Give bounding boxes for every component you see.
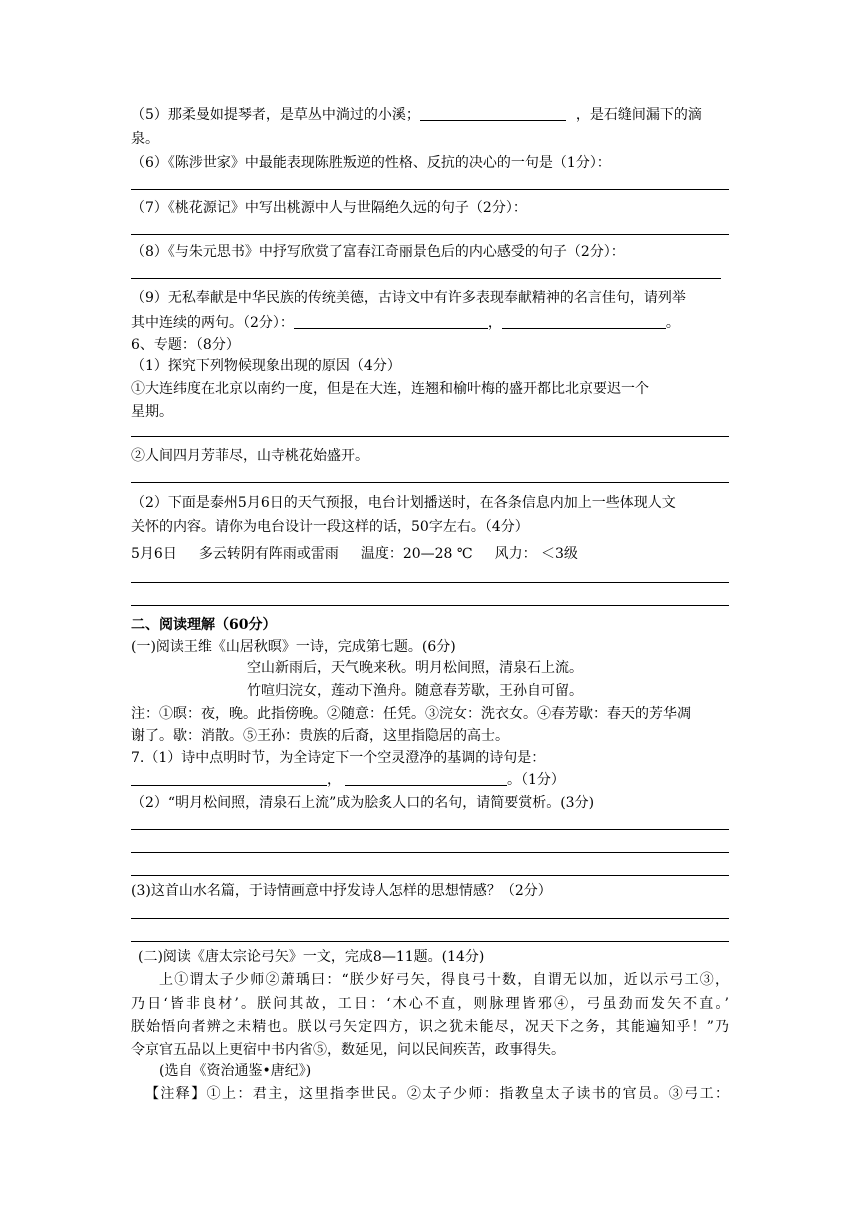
topic-sub-2-line1: （2）下面是泰州5月6日的天气预报，电台计划播送时，在各条信息内加上一些体现人文 (131, 495, 676, 511)
answer-line[interactable] (131, 918, 729, 919)
question-9-text: 其中连续的两句。（2分）： (131, 315, 294, 331)
answer-line[interactable] (131, 278, 721, 279)
question-9-line2 (131, 314, 680, 332)
answer-line[interactable] (131, 234, 729, 235)
weather-forecast (131, 545, 578, 563)
answer-line[interactable] (131, 852, 729, 853)
passage-source: (选自《资治通鉴•唐纪》) (159, 1063, 312, 1079)
poem-note-line2: 谢了。歇：消散。⑤王孙：贵族的后裔，这里指隐居的高士。 (131, 728, 509, 744)
topic-item-1-line2: 星期。 (131, 404, 173, 420)
part-2-intro: (二)阅读《唐太宗论弓矢》一文，完成8—11题。(14分) (138, 949, 485, 965)
question-7-1: 7.（1）诗中点明时节，为全诗定下一个空灵澄净的基调的诗句是： (131, 750, 546, 766)
answer-blank[interactable] (294, 314, 488, 329)
answer-line[interactable] (131, 582, 729, 583)
answer-line[interactable] (131, 941, 729, 942)
answer-line[interactable] (131, 829, 729, 830)
question-8: （8）《与朱元思书》中抒写欣赏了富春江奇丽景色后的内心感受的句子（2分）： (131, 244, 625, 260)
weather-condition: 多云转阴有阵雨或雷雨 (198, 546, 339, 562)
question-5 (131, 106, 702, 124)
answer-blank[interactable] (502, 314, 666, 329)
question-7-2: （2）“明月松间照，清泉石上流”成为脍炙人口的名句，请简要赏析。(3分) (131, 795, 595, 811)
topic-item-1-line1: ①大连纬度在北京以南约一度，但是在大连，连翘和榆叶梅的盛开都比北京要迟一个 (131, 381, 649, 397)
answer-blank[interactable] (345, 771, 507, 786)
weather-wind: 风力： ＜3级 (494, 546, 578, 562)
answer-line[interactable] (131, 436, 729, 437)
question-7: （7）《桃花源记》中写出桃源中人与世隔绝久远的句子（2分）： (131, 200, 527, 216)
question-7-3: (3)这首山水名篇，于诗情画意中抒发诗人怎样的思想情感？（2分） (131, 883, 552, 899)
passage-line-3: 朕始悟向者辨之未精也。朕以弓矢定四方，识之犹未能尽，况天下之务，其能遍知乎！”乃 (131, 1019, 729, 1035)
answer-line[interactable] (131, 875, 729, 876)
passage-line-4: 令京官五品以上更宿中书内省⑤，数延见，问以民间疾苦，政事得失。 (131, 1042, 565, 1058)
topic-sub-2-line2: 关怀的内容。请你为电台设计一段这样的话，50字左右。（4分） (131, 519, 529, 535)
question-7-1-blanks (131, 771, 565, 789)
answer-line[interactable] (131, 605, 729, 606)
question-5-continued: 泉。 (131, 131, 159, 147)
poem-line-1: 空山新雨后，天气晚来秋。明月松间照，清泉石上流。 (247, 660, 583, 676)
answer-line[interactable] (131, 482, 729, 483)
part-1-intro: (一)阅读王维《山居秋暝》一诗，完成第七题。(6分) (131, 639, 456, 655)
period-text: 。 (665, 315, 680, 331)
question-9-line1: （9）无私奉献是中华民族的传统美德，古诗文中有许多表现奉献精神的名言佳句，请列举 (131, 290, 686, 306)
question-5-text-b: ，是石缝间漏下的滴 (575, 107, 702, 123)
comma-text: ， (327, 772, 341, 788)
comma-text: ， (487, 315, 502, 331)
passage-line-2: 乃日‘皆非良材’。朕问其故，工日：‘木心不直，则脉理皆邪④，弓虽劲而发矢不直。’ (131, 996, 729, 1012)
poem-note-line1: 注：①暝：夜，晚。此指傍晚。②随意：任凭。③浣女：洗衣女。④春芳歇：春天的芳华凋 (131, 706, 691, 722)
passage-line-1: 上①谓太子少师②萧瑀曰：“朕少好弓矢，得良弓十数，自谓无以加，近以示弓工③， (159, 972, 729, 988)
question-5-text-a: （5）那柔曼如提琴者，是草丛中淌过的小溪； (131, 107, 420, 123)
answer-blank[interactable] (131, 771, 327, 786)
topic-sub-1: （1）探究下列物候现象出现的原因（4分） (131, 358, 401, 374)
answer-blank[interactable] (420, 106, 566, 121)
answer-line[interactable] (131, 189, 729, 190)
weather-temperature: 温度：20—28 ℃ (360, 546, 473, 562)
section-2-heading: 二、阅读理解（60分） (131, 617, 277, 633)
topic-title: 6、专题：（8分） (131, 337, 240, 353)
topic-item-2: ②人间四月芳菲尽，山寺桃花始盛开。 (131, 448, 369, 464)
annotation-line: 【注释】①上：君主，这里指李世民。②太子少师：指教皇太子读书的官员。③弓工： (145, 1086, 729, 1102)
question-6: （6）《陈涉世家》中最能表现陈胜叛逆的性格、反抗的决心的一句是（1分）： (131, 155, 611, 171)
question-7-1-score: 。（1分） (507, 772, 565, 788)
weather-date: 5月6日 (131, 546, 177, 562)
poem-line-2: 竹喧归浣女，莲动下渔舟。随意春芳歇，王孙自可留。 (247, 683, 583, 699)
